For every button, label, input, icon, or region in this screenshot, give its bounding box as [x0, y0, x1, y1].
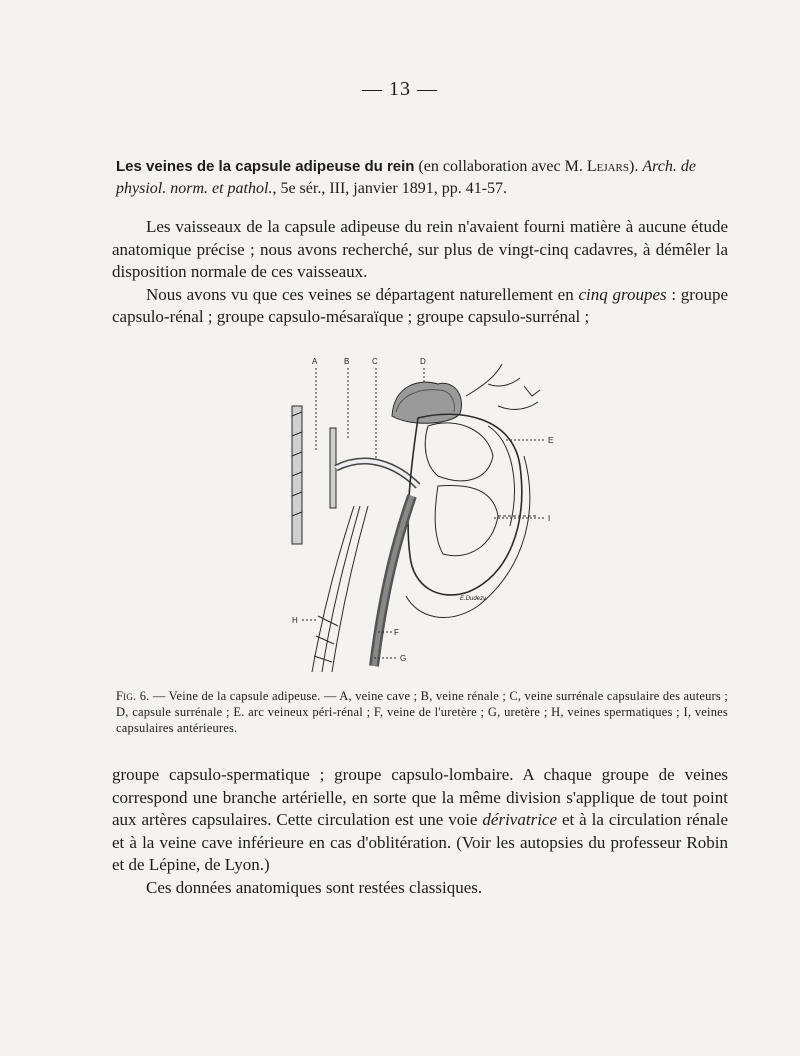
- figure-label-c: C: [372, 357, 378, 366]
- citation-journal: Arch. de physiol. norm. et pathol.: [116, 158, 696, 197]
- paragraph-3-end: et à la circulation rénale et à la veine cave inférieure en cas d'oblitération. (Voir les autopsies du professeur Robin et de Lépine, de Lyon.): [112, 810, 729, 874]
- paragraph-3-start: groupe capsulo-spermatique ; groupe capsulo-lombaire. A chaque groupe de veines correspond une branche artérielle, en sorte que la même division s'applique de tout point aux artères capsulaires. Cette circulation est une voie: [112, 765, 728, 829]
- paragraph-2: [112, 284, 728, 329]
- paragraph-2-start: Nous avons vu que ces veines se départagent naturellement en: [146, 284, 574, 304]
- paragraph-2-emphasis: cinq groupes: [578, 284, 667, 304]
- caption-fig-number: Fig. 6.: [116, 689, 150, 703]
- citation: [116, 156, 728, 200]
- paragraph-2-end: : groupe capsulo-rénal ; groupe capsulo-mésaraïque ; groupe capsulo-surrénal ;: [112, 284, 728, 326]
- figure-label-h: H: [292, 616, 298, 625]
- figure-caption: [116, 688, 728, 736]
- figure-label-i: I: [548, 514, 551, 523]
- citation-title: Les veines de la capsule adipeuse du rein: [116, 158, 415, 175]
- paragraph-4: Ces données anatomiques sont restées classiques.: [146, 877, 483, 897]
- citation-details: , 5e sér., III, janvier 1891, pp. 41-57.: [272, 180, 508, 197]
- citation-collab: (en collaboration avec M.: [418, 158, 583, 175]
- text-block-top: [112, 216, 728, 329]
- paragraph-3: [112, 764, 728, 877]
- figure-signature: E.Dudezy.: [460, 596, 488, 602]
- figure-label-e: E: [548, 436, 554, 445]
- citation-after-author: ).: [629, 158, 639, 175]
- figure-label-f: F: [394, 628, 399, 637]
- figure-label-b: B: [344, 357, 350, 366]
- page-number: — 13 —: [362, 78, 438, 100]
- anatomical-figure: [288, 356, 568, 678]
- text-block-bottom: [112, 764, 728, 899]
- citation-author: Lejars: [586, 158, 630, 175]
- paragraph-3-emphasis: dérivatrice: [482, 810, 558, 829]
- figure-label-d: D: [420, 357, 426, 366]
- figure-label-a: A: [312, 357, 318, 366]
- caption-text: — Veine de la capsule adipeuse. — A, veine cave ; B, veine rénale ; C, veine surrénale capsulaire des auteurs ; D, capsule surrénale ; E. arc veineux péri-rénal ; F, veine de l'uretère ; G, uretère ; H, veines spermatiques ; I, veines capsulaires antérieures.: [116, 689, 729, 735]
- kidney-vein-illustration: [288, 356, 568, 678]
- paragraph-1: Les vaisseaux de la capsule adipeuse du rein n'avaient fourni matière à aucune étude anatomique précise ; nous avons recherché, sur plus de vingt-cinq cadavres, à démêler la disposition normale de ces vaisseaux.: [112, 217, 728, 281]
- figure-label-g: G: [400, 654, 407, 663]
